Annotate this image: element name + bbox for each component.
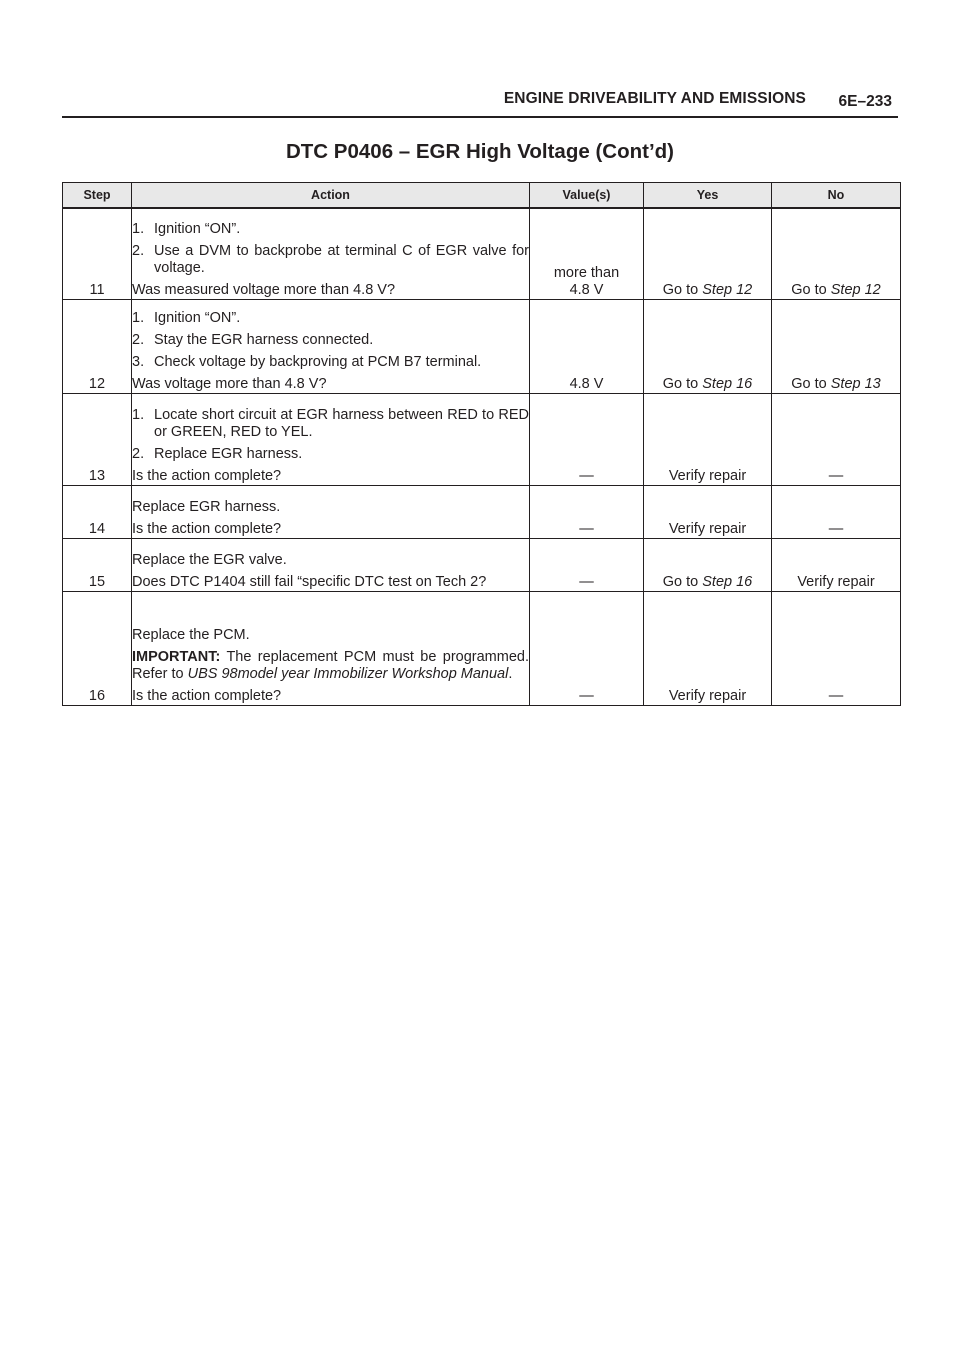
action-cell [132, 591, 530, 705]
no-cell [772, 208, 901, 299]
no-cell: — [772, 393, 901, 485]
step-number: 13 [63, 393, 132, 485]
column-header-action: Action [132, 183, 530, 209]
value-cell: — [530, 538, 644, 591]
item-number: 2. [132, 331, 145, 348]
action-question: Was measured voltage more than 4.8 V? [132, 281, 396, 298]
action-question: Does DTC P1404 still fail “specific DTC test on Tech 2? [132, 573, 487, 590]
action-question: Is the action complete? [132, 687, 282, 704]
important-note [132, 649, 529, 683]
yes-cell: Verify repair [644, 485, 772, 538]
yes-cell [644, 208, 772, 299]
yes-step-link[interactable]: Step 12 [702, 281, 753, 298]
action-item [132, 407, 529, 441]
value-cell: — [530, 393, 644, 485]
action-text: Replace EGR harness. [132, 498, 281, 515]
table-row [63, 208, 901, 299]
yes-cell [644, 538, 772, 591]
table-row [63, 299, 901, 393]
item-text: Replace EGR harness. [154, 445, 303, 462]
item-number: 1. [132, 309, 145, 326]
yes-goto: Go to [662, 281, 699, 298]
table-row [63, 485, 901, 538]
yes-cell: Verify repair [644, 393, 772, 485]
item-number: 1. [132, 220, 145, 237]
action-item [132, 354, 529, 371]
action-item [132, 446, 529, 463]
value-line: 4.8 V [569, 281, 604, 298]
item-number: 2. [132, 445, 145, 462]
action-item [132, 332, 529, 349]
action-question: Is the action complete? [132, 520, 282, 537]
table-row [63, 538, 901, 591]
item-text: Use a DVM to backprobe at terminal C of EGR valve for voltage. [154, 242, 529, 276]
item-text: Ignition “ON”. [154, 309, 241, 326]
yes-goto: Go to [662, 573, 699, 590]
page-title: DTC P0406 – EGR High Voltage (Cont’d) [285, 140, 675, 163]
action-item [132, 243, 529, 277]
yes-goto: Go to [662, 375, 699, 392]
value-line: more than [553, 264, 620, 281]
no-cell: Verify repair [772, 538, 901, 591]
action-cell [132, 538, 530, 591]
diagnostic-table [62, 182, 901, 706]
table-row [63, 393, 901, 485]
item-text: Ignition “ON”. [154, 220, 241, 237]
value-cell: 4.8 V [530, 299, 644, 393]
important-end: . [508, 665, 513, 682]
column-header-step: Step [63, 183, 132, 209]
column-header-values: Value(s) [530, 183, 644, 209]
yes-step-link[interactable]: Step 16 [702, 375, 753, 392]
item-text: Stay the EGR harness connected. [154, 331, 374, 348]
page-header [62, 88, 898, 118]
action-cell [132, 485, 530, 538]
no-cell [772, 299, 901, 393]
action-text: Replace the EGR valve. [132, 551, 287, 568]
item-number: 3. [132, 353, 145, 370]
no-goto: Go to [791, 375, 827, 392]
column-header-no: No [772, 183, 901, 209]
step-number: 12 [63, 299, 132, 393]
no-step-link[interactable]: Step 13 [830, 375, 881, 392]
action-question: Was voltage more than 4.8 V? [132, 375, 327, 392]
yes-cell: Verify repair [644, 591, 772, 705]
action-item [132, 310, 529, 327]
item-text: Check voltage by backproving at PCM B7 terminal. [154, 353, 482, 370]
manual-reference: UBS 98model year Immobilizer Workshop Manual [187, 665, 509, 682]
section-title: ENGINE DRIVEABILITY AND EMISSIONS [503, 90, 806, 107]
page-number: 6E–233 [838, 93, 892, 110]
step-number: 11 [63, 208, 132, 299]
column-header-yes: Yes [644, 183, 772, 209]
item-number: 1. [132, 406, 145, 423]
no-goto: Go to [791, 281, 827, 298]
value-cell: — [530, 591, 644, 705]
table-header-row [63, 183, 901, 209]
no-cell: — [772, 591, 901, 705]
action-cell [132, 299, 530, 393]
important-label: IMPORTANT: [132, 648, 221, 665]
yes-cell [644, 299, 772, 393]
action-cell [132, 208, 530, 299]
important-text: The replacement PCM must be programmed. Refer to [132, 648, 529, 682]
action-question: Is the action complete? [132, 467, 282, 484]
action-item [132, 221, 529, 238]
item-text: Locate short circuit at EGR harness between RED to RED or GREEN, RED to YEL. [154, 406, 529, 440]
no-step-link[interactable]: Step 12 [830, 281, 881, 298]
action-cell [132, 393, 530, 485]
item-number: 2. [132, 242, 145, 259]
yes-step-link[interactable]: Step 16 [702, 573, 753, 590]
step-number: 15 [63, 538, 132, 591]
table-row [63, 591, 901, 705]
step-number: 14 [63, 485, 132, 538]
action-text: Replace the PCM. [132, 626, 250, 643]
step-number: 16 [63, 591, 132, 705]
value-cell [530, 208, 644, 299]
no-cell: — [772, 485, 901, 538]
value-cell: — [530, 485, 644, 538]
